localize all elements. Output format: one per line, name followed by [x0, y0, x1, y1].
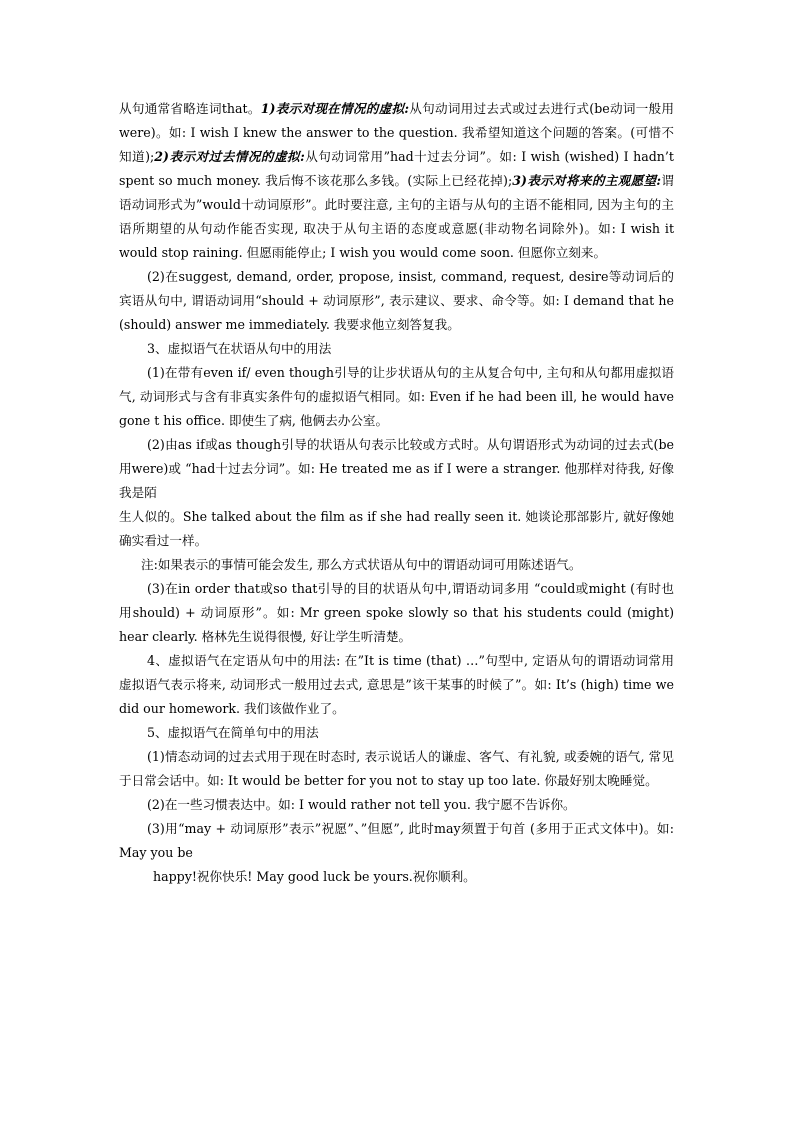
- paragraph-wish-clauses: [119, 97, 674, 265]
- heading-simple-sentences: 5、虚拟语气在简单句中的用法: [147, 725, 319, 740]
- paragraph-attributive-clauses: 4、虚拟语气在定语从句中的用法: 在”It is time (that) …”句型中, 定语从句的谓语动词常用虚拟语气表示将来, 动词形式一般用过去式, 意思是”该干某事的时候了”。如: It’s (high) time we did our homework. 我们该做作业了。: [119, 653, 674, 716]
- paragraph-suggest-verbs: (2)在suggest, demand, order, propose, insist, command, request, desire等动词后的宾语从句中, 谓语动词用“should + 动词原形”, 表示建议、要求、命令等。如: I demand that he (should) answer me immediately. 我要求他立刻答复我。: [119, 269, 674, 332]
- subheading-future-wish: 3)表示对将来的主观愿望:: [512, 173, 662, 188]
- paragraph-may-wish: (3)用“may + 动词原形”表示”祝愿”、”但愿”, 此时may须置于句首 (多用于正式文体中)。如: May you be: [119, 821, 674, 860]
- paragraph-purpose-clauses: (3)在in order that或so that引导的目的状语从句中,谓语动词多用 “could或might (有时也用should) + 动词原形”。如: Mr green spoke slowly so that his students could (might) hear clearly. 格林先生说得很慢, 好让学生听清楚。: [119, 581, 674, 644]
- text-run: 从句通常省略连词that。: [119, 101, 261, 116]
- paragraph-as-if-continued: 生人似的。She talked about the film as if she had really seen it. 她谈论那部影片, 就好像她确实看过一样。: [119, 509, 674, 548]
- paragraph-even-if: (1)在带有even if/ even though引导的让步状语从句的主从复合句中, 主句和从句都用虚拟语气, 动词形式与含有非真实条件句的虚拟语气相同。如: Even if he had been ill, he would have gone t his office. 即使生了病, 他俩去办公室。: [119, 365, 674, 428]
- text-run: 从句动词用过去式或过去进行式(be动词一般用were)。如: I wish I knew the answer to the question. 我希望知道这个问题的答案。(可惜不知道);: [119, 101, 674, 164]
- paragraph-modal-past: (1)情态动词的过去式用于现在时态时, 表示说话人的谦虚、客气、有礼貌, 或委婉的语气, 常见于日常会话中。如: It would be better for you not to stay up too late. 你最好别太晚睡觉。: [119, 749, 674, 788]
- note: 注:如果表示的事情可能会发生, 那么方式状语从句中的谓语动词可用陈述语气。: [141, 557, 582, 572]
- paragraph-as-if: (2)由as if或as though引导的状语从句表示比较或方式时。从句谓语形式为动词的过去式(be用were)或 “had十过去分词”。如: He treated me as if I were a stranger. 他那样对待我, 好像我是陌: [119, 437, 674, 500]
- text-run: 从句动词常用”had十过去分词”。如: I wish (wished) I hadn’t spent so much money. 我后悔不该花那么多钱。(实际上已经花掉);: [119, 149, 674, 188]
- paragraph-idioms: (2)在一些习惯表达中。如: I would rather not tell you. 我宁愿不告诉你。: [147, 797, 576, 812]
- subheading-past-wish: 2)表示对过去情况的虚拟:: [154, 149, 305, 164]
- paragraph-may-wish-continued: happy!祝你快乐! May good luck be yours.祝你顺利。: [153, 869, 476, 884]
- subheading-present-wish: 1)表示对现在情况的虚拟:: [260, 101, 409, 116]
- text-run: 谓语动词形式为”would十动词原形”。此时要注意, 主句的主语与从句的主语不能相同, 因为主句的主语所期望的从句动作能否实现, 取决于从句主语的态度或意愿(非动物名词除外)。如: I wish it would stop raining. 但愿雨能停止; I wish you would come soon. 但愿你立刻来。: [119, 173, 675, 260]
- heading-adverbial-clauses: 3、虚拟语气在状语从句中的用法: [147, 341, 332, 356]
- document-body: [119, 97, 674, 889]
